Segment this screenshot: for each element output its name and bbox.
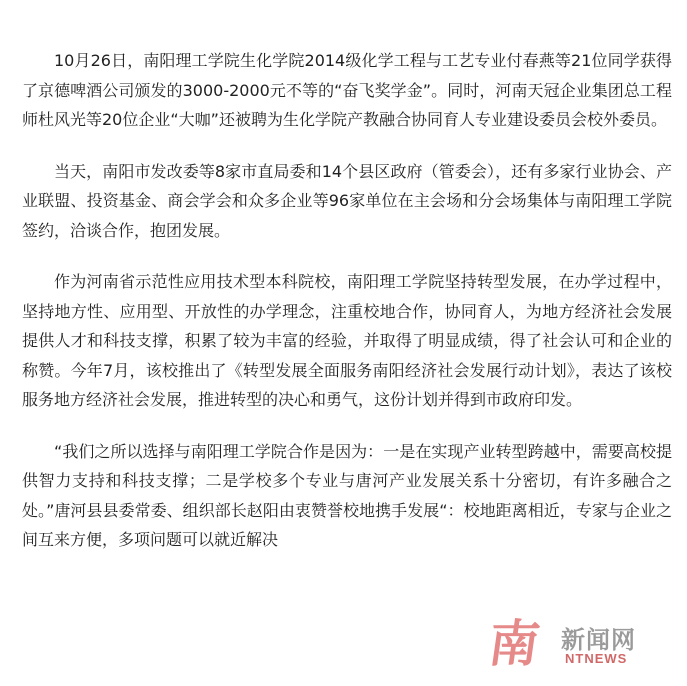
article-body [22,46,672,555]
paragraph-2: 当天，南阳市发改委等8家市直局委和14个县区政府（管委会），还有多家行业协会、产业联盟、投资基金、商会学会和众多企业等96家单位在主会场和分会场集体与南阳理工学院签约，洽谈合作，抱团发展。 [22,161,672,240]
paragraph-3: 作为河南省示范性应用技术型本科院校，南阳理工学院坚持转型发展，在办学过程中，坚持地方性、应用型、开放性的办学理念，注重校地合作，协同育人，为地方经济社会发展提供人才和科技支撑，积累了较为丰富的经验，并取得了明显成绩，得了社会认可和企业的称赞。今年7月，该校推出了《转型发展全面服务南阳经济社会发展行动计划》，表达了该校服务地方经济社会发展，推进转型的决心和勇气，这份计划并得到市政府印发。 [22,272,672,409]
paragraph-4: “我们之所以选择与南阳理工学院合作是因为：一是在实现产业转型跨越中，需要高校提供智力支持和科技支撑；二是学校多个专业与唐河产业发展关系十分密切，有许多融合之处。”唐河县县委常委、组织部长赵阳由衷赞誉校地携手发展“：校地距离相近，专家与企业之间互来方便，多项问题可以就近解决 [22,441,672,549]
watermark-site-name-en: NTNEWS [565,651,628,666]
news-site-watermark [484,615,679,676]
watermark-site-name: 新闻网 [561,626,636,654]
watermark-logo-glyph: 南 [484,615,544,673]
paragraph-1: 10月26日，南阳理工学院生化学院2014级化学工程与工艺专业付春燕等21位同学获得了京德啤酒公司颁发的3000-2000元不等的“奋飞奖学金”。同时，河南天冠企业集团总工程师杜风光等20位企业“大咖”还被聘为生化学院产教融合协同育人专业建设委员会校外委员。 [22,51,672,129]
